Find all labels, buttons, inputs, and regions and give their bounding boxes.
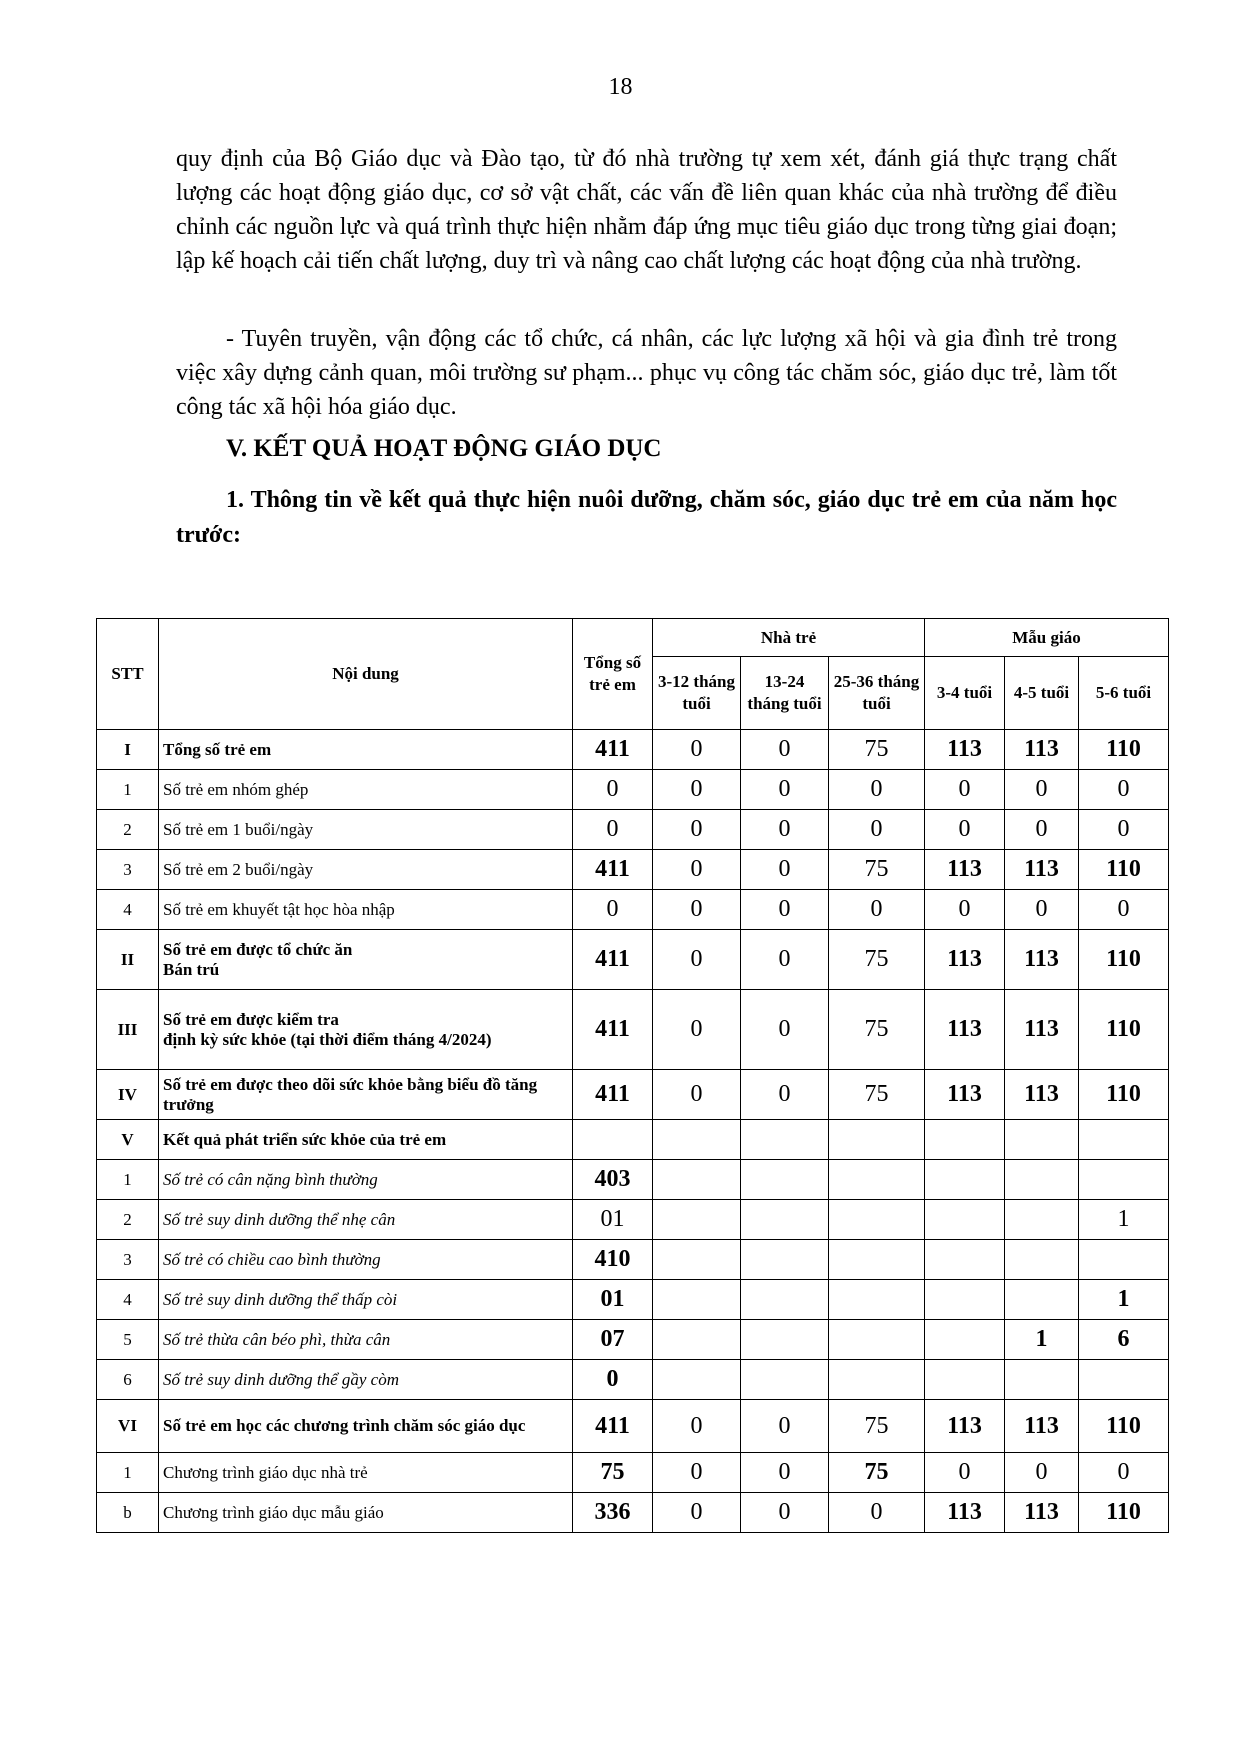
cell-total: 01 [573,1280,653,1320]
cell-value: 0 [741,890,829,930]
cell-value [1005,1280,1079,1320]
table-row [97,1070,1169,1120]
row-stt: V [97,1120,159,1160]
header-age-3-4: 3-4 tuổi [925,657,1005,730]
cell-value: 110 [1079,990,1169,1070]
cell-total: 403 [573,1160,653,1200]
cell-value: 0 [741,1070,829,1120]
cell-value: 110 [1079,930,1169,990]
row-stt: I [97,730,159,770]
row-content: Số trẻ em được kiểm tra định kỳ sức khỏe (tại thời điểm tháng 4/2024) [159,990,573,1070]
cell-value: 0 [1005,770,1079,810]
cell-value: 113 [1005,1493,1079,1533]
cell-value: 113 [925,730,1005,770]
row-stt: IV [97,1070,159,1120]
cell-value: 110 [1079,1493,1169,1533]
cell-total: 0 [573,770,653,810]
cell-value [653,1320,741,1360]
cell-total: 411 [573,1070,653,1120]
cell-value [741,1240,829,1280]
paragraph-2: - Tuyên truyền, vận động các tổ chức, cá nhân, các lực lượng xã hội và gia đình trẻ trong việc xây dựng cảnh quan, môi trường sư phạm... phục vụ công tác chăm sóc, giáo dục trẻ, làm tốt công tác xã hội hóa giáo dục. [176,326,1117,420]
cell-value: 0 [741,810,829,850]
cell-value: 113 [1005,930,1079,990]
cell-value: 0 [925,770,1005,810]
table-row [97,1360,1169,1400]
cell-total: 410 [573,1240,653,1280]
row-stt: III [97,990,159,1070]
cell-value: 0 [741,990,829,1070]
cell-value [1079,1120,1169,1160]
row-stt: 3 [97,850,159,890]
cell-value [741,1320,829,1360]
cell-value: 0 [1079,890,1169,930]
cell-value: 0 [829,770,925,810]
cell-value: 75 [829,850,925,890]
cell-value [829,1360,925,1400]
cell-value: 75 [829,730,925,770]
row-content: Tổng số trẻ em [159,730,573,770]
row-stt: 2 [97,1200,159,1240]
header-content: Nội dung [159,619,573,730]
cell-value: 110 [1079,1070,1169,1120]
cell-value [829,1200,925,1240]
table-row [97,1160,1169,1200]
table-row [97,930,1169,990]
row-stt: 3 [97,1240,159,1280]
cell-value [653,1120,741,1160]
cell-value: 75 [829,930,925,990]
cell-value [653,1200,741,1240]
cell-value [829,1320,925,1360]
paragraph-1: quy định của Bộ Giáo dục và Đào tạo, từ đó nhà trường tự xem xét, đánh giá thực trạng chất lượng các hoạt động giáo dục, cơ sở vật chất, các vấn đề liên quan khác của nhà trường để điều chỉnh các nguồn lực và quá trình thực hiện nhằm đáp ứng mục tiêu giáo dục trong từng giai đoạn; lập kế hoạch cải tiến chất lượng, duy trì và nâng cao chất lượng các hoạt động của nhà trường. [176,146,1117,274]
cell-value: 0 [653,930,741,990]
cell-value: 75 [829,1453,925,1493]
table-row [97,1493,1169,1533]
cell-value [741,1200,829,1240]
cell-total: 411 [573,990,653,1070]
cell-value [1079,1240,1169,1280]
cell-value: 0 [653,1070,741,1120]
table-row [97,1200,1169,1240]
cell-value: 113 [925,1400,1005,1453]
row-content: Số trẻ em được tổ chức ăn Bán trú [159,930,573,990]
table-row [97,1240,1169,1280]
header-age-25-36: 25-36 tháng tuổi [829,657,925,730]
cell-total: 0 [573,810,653,850]
cell-value: 0 [653,770,741,810]
cell-value [741,1280,829,1320]
cell-value: 113 [925,930,1005,990]
cell-value: 0 [653,1493,741,1533]
cell-value: 0 [741,730,829,770]
cell-value: 0 [1005,1453,1079,1493]
cell-value: 0 [829,810,925,850]
cell-value [1005,1360,1079,1400]
cell-value [653,1360,741,1400]
cell-value: 6 [1079,1320,1169,1360]
cell-value [925,1360,1005,1400]
header-nursery: Nhà trẻ [653,619,925,657]
row-content: Số trẻ có cân nặng bình thường [159,1160,573,1200]
cell-value: 113 [1005,1070,1079,1120]
table-row [97,1453,1169,1493]
cell-total: 75 [573,1453,653,1493]
cell-value: 75 [829,1400,925,1453]
cell-value [925,1200,1005,1240]
cell-value: 75 [829,990,925,1070]
row-stt: 6 [97,1360,159,1400]
header-age-3-12: 3-12 tháng tuổi [653,657,741,730]
table-row [97,1400,1169,1453]
table-row [97,850,1169,890]
header-age-4-5: 4-5 tuổi [1005,657,1079,730]
cell-value: 0 [741,1453,829,1493]
cell-total: 411 [573,730,653,770]
cell-total: 0 [573,890,653,930]
row-content: Số trẻ có chiều cao bình thường [159,1240,573,1280]
cell-value [829,1120,925,1160]
cell-value: 0 [653,810,741,850]
cell-value: 113 [925,850,1005,890]
cell-value: 113 [1005,1400,1079,1453]
cell-value [653,1160,741,1200]
cell-value: 113 [925,1493,1005,1533]
cell-value [829,1280,925,1320]
cell-total: 411 [573,1400,653,1453]
row-content: Kết quả phát triển sức khỏe của trẻ em [159,1120,573,1160]
cell-value: 1 [1005,1320,1079,1360]
cell-value: 0 [653,730,741,770]
row-content: Số trẻ em 2 buổi/ngày [159,850,573,890]
cell-value [741,1120,829,1160]
row-stt: II [97,930,159,990]
cell-value: 75 [829,1070,925,1120]
row-stt: 4 [97,1280,159,1320]
cell-value: 113 [1005,730,1079,770]
cell-value: 0 [741,1400,829,1453]
cell-value [653,1240,741,1280]
row-content: Số trẻ em được theo dõi sức khỏe bằng biểu đồ tăng trưởng [159,1070,573,1120]
cell-value: 113 [925,1070,1005,1120]
cell-value: 0 [1005,810,1079,850]
cell-value [829,1240,925,1280]
table-row [97,1280,1169,1320]
cell-value: 0 [925,890,1005,930]
cell-value: 0 [1079,1453,1169,1493]
header-stt: STT [97,619,159,730]
table-row [97,1120,1169,1160]
cell-value: 110 [1079,730,1169,770]
table-row [97,890,1169,930]
cell-value: 0 [741,1493,829,1533]
sub-heading: 1. Thông tin về kết quả thực hiện nuôi dưỡng, chăm sóc, giáo dục trẻ em của năm học trước: [176,487,1117,548]
cell-total: 411 [573,850,653,890]
row-stt: 1 [97,1160,159,1200]
cell-value [1079,1160,1169,1200]
cell-value: 1 [1079,1200,1169,1240]
cell-total: 336 [573,1493,653,1533]
cell-total [573,1120,653,1160]
cell-value: 0 [741,770,829,810]
cell-value: 0 [741,930,829,990]
cell-value: 113 [1005,850,1079,890]
cell-value: 0 [925,1453,1005,1493]
cell-value: 113 [1005,990,1079,1070]
cell-value: 110 [1079,1400,1169,1453]
table-row [97,1320,1169,1360]
cell-value [925,1320,1005,1360]
cell-value [925,1160,1005,1200]
row-stt: 1 [97,1453,159,1493]
cell-total: 07 [573,1320,653,1360]
section-heading: V. KẾT QUẢ HOẠT ĐỘNG GIÁO DỤC [226,435,662,462]
cell-value: 0 [653,990,741,1070]
results-table [96,618,1169,1533]
table-row [97,770,1169,810]
row-content: Số trẻ thừa cân béo phì, thừa cân [159,1320,573,1360]
header-kindergarten: Mẫu giáo [925,619,1169,657]
cell-value: 0 [1079,810,1169,850]
row-stt: 1 [97,770,159,810]
cell-value [1005,1240,1079,1280]
cell-value [653,1280,741,1320]
cell-value: 0 [925,810,1005,850]
cell-value: 1 [1079,1280,1169,1320]
cell-value: 0 [653,850,741,890]
table-row [97,810,1169,850]
cell-value: 113 [925,990,1005,1070]
cell-value [741,1360,829,1400]
cell-value: 0 [829,890,925,930]
page-number: 18 [608,74,633,100]
row-content: Số trẻ suy dinh dưỡng thể gầy còm [159,1360,573,1400]
cell-value: 0 [741,850,829,890]
cell-value: 0 [653,1453,741,1493]
cell-value [1005,1120,1079,1160]
row-stt: 2 [97,810,159,850]
row-stt: b [97,1493,159,1533]
header-age-5-6: 5-6 tuổi [1079,657,1169,730]
header-total: Tổng số trẻ em [573,619,653,730]
row-content: Chương trình giáo dục mẫu giáo [159,1493,573,1533]
cell-value [925,1280,1005,1320]
cell-value: 0 [1079,770,1169,810]
header-age-13-24: 13-24 tháng tuổi [741,657,829,730]
cell-value: 0 [829,1493,925,1533]
cell-value [829,1160,925,1200]
row-content: Số trẻ em khuyết tật học hòa nhập [159,890,573,930]
cell-value [1005,1200,1079,1240]
row-content: Số trẻ suy dinh dưỡng thể nhẹ cân [159,1200,573,1240]
cell-value: 0 [653,1400,741,1453]
cell-total: 01 [573,1200,653,1240]
row-content: Chương trình giáo dục nhà trẻ [159,1453,573,1493]
row-content: Số trẻ em học các chương trình chăm sóc giáo dục [159,1400,573,1453]
cell-total: 0 [573,1360,653,1400]
row-content: Số trẻ em nhóm ghép [159,770,573,810]
cell-value: 0 [1005,890,1079,930]
cell-value [1005,1160,1079,1200]
cell-value: 110 [1079,850,1169,890]
cell-value [925,1120,1005,1160]
row-stt: VI [97,1400,159,1453]
cell-value [1079,1360,1169,1400]
table-row [97,730,1169,770]
row-stt: 5 [97,1320,159,1360]
table-row [97,990,1169,1070]
cell-value [925,1240,1005,1280]
row-content: Số trẻ em 1 buổi/ngày [159,810,573,850]
cell-total: 411 [573,930,653,990]
cell-value [741,1160,829,1200]
row-content: Số trẻ suy dinh dưỡng thể thấp còi [159,1280,573,1320]
row-stt: 4 [97,890,159,930]
table-body [97,730,1169,1533]
cell-value: 0 [653,890,741,930]
